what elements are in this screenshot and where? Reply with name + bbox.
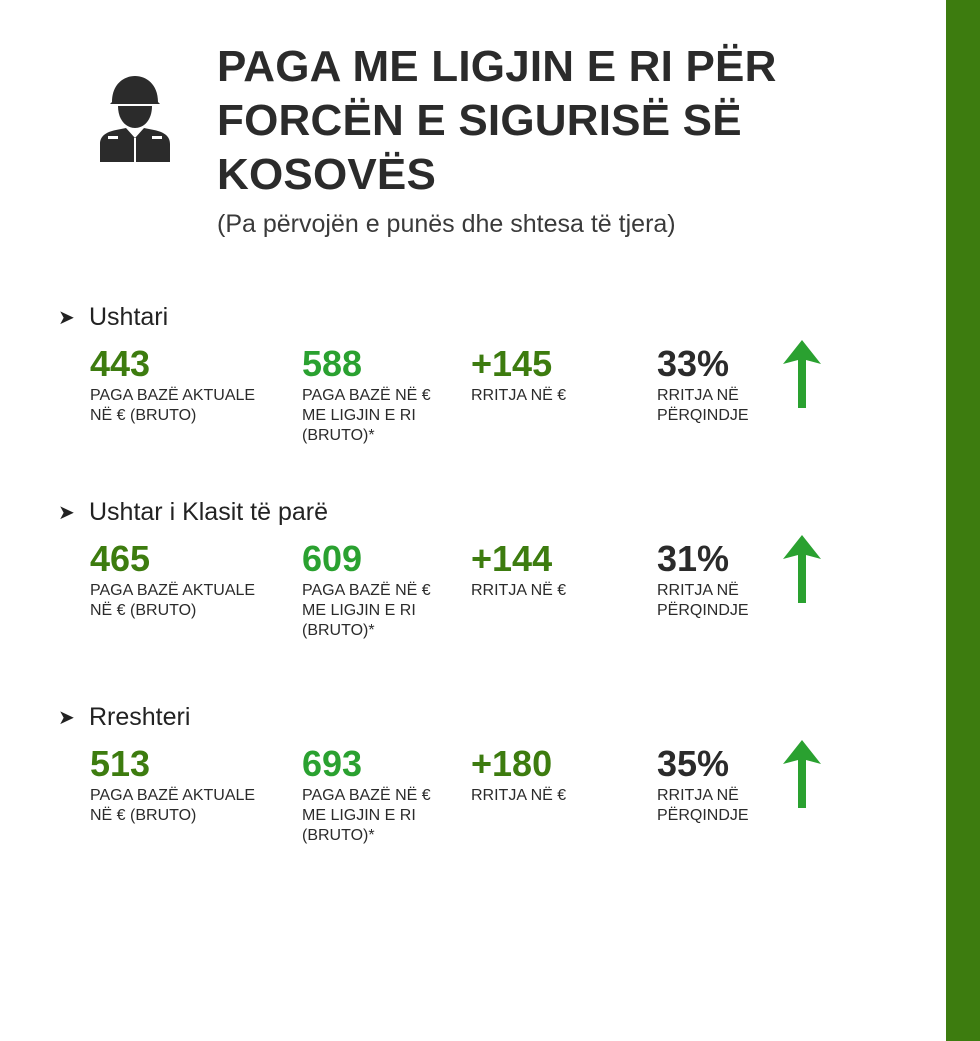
percent-value: 31% [657,538,730,579]
increase-stat [471,539,641,601]
new-salary-caption: PAGA BAZË NË € ME LIGJIN E RI (BRUTO)* [302,787,431,844]
increase-value: +144 [471,538,553,579]
rank-section-rreshteri [0,700,946,880]
section-label: Rreshteri [89,702,191,731]
current-salary-value: 513 [90,743,151,784]
percent-caption: RRITJA NË PËRQINDJE [657,787,749,824]
current-salary-stat [90,539,290,621]
arrowhead-bullet-icon: ➤ [58,706,75,729]
new-salary-caption: PAGA BAZË NË € ME LIGJIN E RI (BRUTO)* [302,582,431,639]
green-sidebar-bar [946,0,980,1041]
soldier-icon [96,72,174,162]
new-salary-caption: PAGA BAZË NË € ME LIGJIN E RI (BRUTO)* [302,387,431,444]
percent-value: 33% [657,343,730,384]
percent-stat [657,539,777,621]
current-salary-caption: PAGA BAZË AKTUALE NË € (BRUTO) [90,787,256,824]
percent-stat [657,744,777,826]
new-salary-stat [302,344,462,446]
new-salary-value: 588 [302,343,363,384]
increase-stat [471,344,641,406]
increase-caption: RRITJA NË € [471,387,567,404]
page-subtitle: (Pa përvojën e punës dhe shtesa të tjera) [217,210,676,238]
increase-caption: RRITJA NË € [471,787,567,804]
rank-section-ushtari [0,300,946,480]
percent-value: 35% [657,743,730,784]
section-header [58,700,190,734]
current-salary-caption: PAGA BAZË AKTUALE NË € (BRUTO) [90,582,256,619]
up-arrow-icon [783,740,821,808]
current-salary-value: 465 [90,538,151,579]
increase-value: +145 [471,343,553,384]
rank-section-ushtar-klasit-pare [0,495,946,675]
current-salary-stat [90,344,290,426]
new-salary-stat [302,539,462,641]
section-label: Ushtar i Klasit të parë [89,497,328,526]
new-salary-value: 609 [302,538,363,579]
up-arrow-icon [783,340,821,408]
arrowhead-bullet-icon: ➤ [58,501,75,524]
increase-stat [471,744,641,806]
increase-value: +180 [471,743,553,784]
percent-stat [657,344,777,426]
new-salary-value: 693 [302,743,363,784]
section-label: Ushtari [89,302,169,331]
arrowhead-bullet-icon: ➤ [58,306,75,329]
percent-caption: RRITJA NË PËRQINDJE [657,582,749,619]
percent-caption: RRITJA NË PËRQINDJE [657,387,749,424]
increase-caption: RRITJA NË € [471,582,567,599]
current-salary-caption: PAGA BAZË AKTUALE NË € (BRUTO) [90,387,256,424]
section-header [58,495,328,529]
current-salary-stat [90,744,290,826]
up-arrow-icon [783,535,821,603]
new-salary-stat [302,744,462,846]
page-title: PAGA ME LIGJIN E RI PËR FORCËN E SIGURISË SË KOSOVËS [217,42,777,199]
section-header [58,300,168,334]
current-salary-value: 443 [90,343,151,384]
